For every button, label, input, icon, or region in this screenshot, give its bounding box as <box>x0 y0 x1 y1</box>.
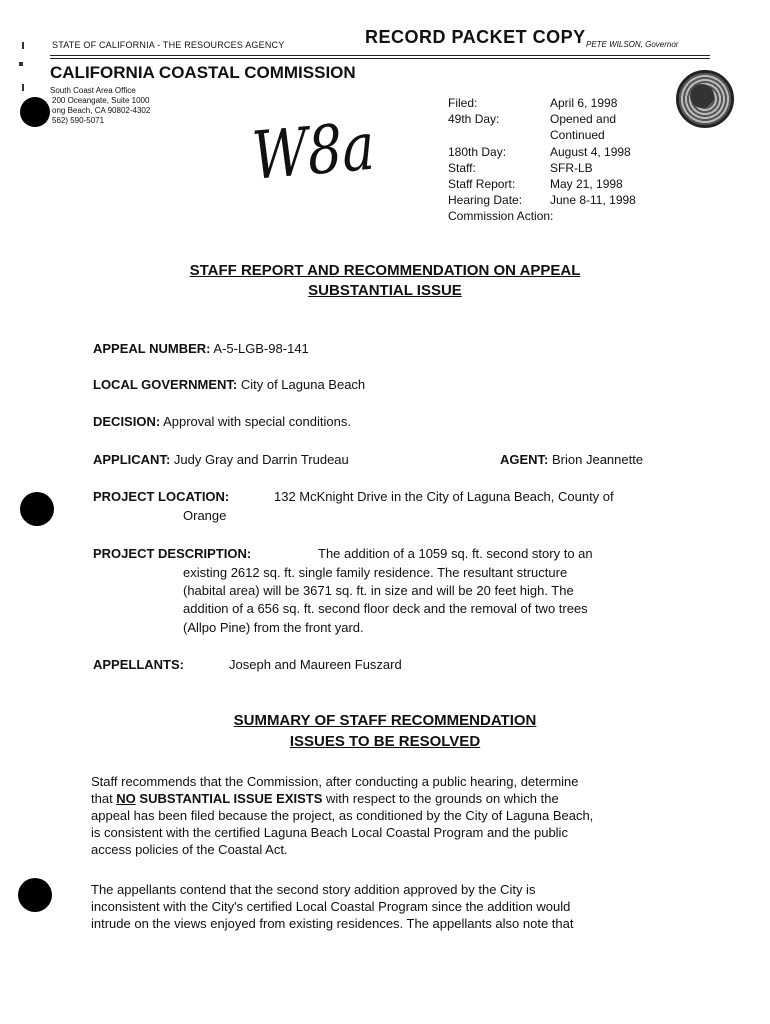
filing-value: SFR-LB <box>550 161 593 175</box>
filing-label: 49th Day: <box>448 112 500 126</box>
description-line: addition of a 656 sq. ft. second floor deck and the removal of two trees <box>183 601 588 616</box>
project-location-value-cont: Orange <box>183 508 227 523</box>
field-label: DECISION: <box>93 414 161 429</box>
filing-label: Staff Report: <box>448 177 516 191</box>
filing-value: May 21, 1998 <box>550 177 623 191</box>
text-run: with respect to the grounds on which the <box>322 791 559 806</box>
field-value: A-5-LGB-98-141 <box>213 341 309 356</box>
field-label: PROJECT LOCATION: <box>93 489 230 504</box>
field-value: Approval with special conditions. <box>163 414 351 429</box>
field-label: LOCAL GOVERNMENT: <box>93 377 238 392</box>
record-packet-stamp: RECORD PACKET COPY <box>365 27 586 47</box>
punch-hole <box>20 97 50 127</box>
filing-label: Filed: <box>448 96 478 110</box>
header-rule <box>50 55 710 56</box>
field-label: APPELLANTS: <box>93 657 184 672</box>
decision-field <box>93 413 351 430</box>
summary-heading: SUMMARY OF STAFF RECOMMENDATION <box>233 712 537 729</box>
filing-value: April 6, 1998 <box>550 96 618 110</box>
filing-value: Continued <box>550 128 605 142</box>
report-subtitle: SUBSTANTIAL ISSUE <box>308 282 462 299</box>
office-line: 200 Oceangate, Suite 1000 <box>52 96 150 105</box>
project-description-label <box>93 545 251 562</box>
paragraph-line: appeal has been filed because the project, as conditioned by the City of Laguna Beach, <box>91 808 594 823</box>
emphasis-finding: SUBSTANTIAL ISSUE EXISTS <box>135 791 323 806</box>
handwritten-agenda-number: W8a <box>250 107 377 195</box>
paragraph-line: inconsistent with the City's certified Local Coastal Program since the addition would <box>91 899 571 914</box>
description-line: existing 2612 sq. ft. single family residence. The resultant structure <box>183 565 568 580</box>
text-run: that <box>91 791 117 806</box>
field-value: Judy Gray and Darrin Trudeau <box>173 452 349 467</box>
project-location-value: 132 McKnight Drive in the City of Laguna Beach, County of <box>274 489 614 504</box>
paragraph-line: access policies of the Coastal Act. <box>91 842 288 857</box>
local-government-field <box>93 376 365 393</box>
state-seal-icon <box>676 70 734 128</box>
paragraph-line: The appellants contend that the second story addition approved by the City is <box>91 882 536 897</box>
office-line: South Coast Area Office <box>50 86 136 95</box>
margin-mark <box>19 62 23 66</box>
field-value: Brion Jeannette <box>552 452 644 467</box>
punch-hole <box>18 878 52 912</box>
governor-name: PETE WILSON, Governor <box>586 40 679 49</box>
filing-value: Opened and <box>550 112 617 126</box>
filing-label: Staff: <box>448 161 476 175</box>
appellants-label <box>93 656 184 673</box>
paragraph-line: intrude on the views enjoyed from existing residences. The appellants also note that <box>91 916 574 931</box>
agent-field <box>500 451 643 468</box>
paragraph-line: is consistent with the certified Laguna Beach Local Coastal Program and the public <box>91 825 568 840</box>
field-label: APPLICANT: <box>93 452 171 467</box>
report-title: STAFF REPORT AND RECOMMENDATION ON APPEAL <box>189 262 581 279</box>
filing-value: August 4, 1998 <box>550 145 631 159</box>
filing-label: Commission Action: <box>448 209 554 223</box>
applicant-field <box>93 451 349 468</box>
paragraph-line <box>91 791 689 807</box>
field-label: APPEAL NUMBER: <box>93 341 211 356</box>
emphasis-no: NO <box>116 791 136 806</box>
margin-mark <box>22 42 24 49</box>
filing-value: June 8-11, 1998 <box>550 193 636 207</box>
appeal-number-field <box>93 340 309 357</box>
field-label: PROJECT DESCRIPTION: <box>93 546 252 561</box>
field-label: AGENT: <box>500 452 549 467</box>
project-location-label <box>93 488 229 505</box>
filing-label: Hearing Date: <box>448 193 523 207</box>
description-line: (habital area) will be 3671 sq. ft. in size and will be 20 feet high. The <box>183 583 574 598</box>
punch-hole <box>20 492 54 526</box>
office-line: ong Beach, CA 90802-4302 <box>52 106 151 115</box>
commission-title: CALIFORNIA COASTAL COMMISSION <box>50 63 356 82</box>
summary-subheading: ISSUES TO BE RESOLVED <box>289 733 481 750</box>
appellants-value: Joseph and Maureen Fuszard <box>229 657 402 672</box>
office-line: 562) 590-5071 <box>52 116 105 125</box>
description-line: The addition of a 1059 sq. ft. second story to an <box>318 546 593 561</box>
margin-mark <box>22 84 24 91</box>
paragraph-line: Staff recommends that the Commission, after conducting a public hearing, determine <box>91 774 579 789</box>
field-value: City of Laguna Beach <box>240 377 366 392</box>
agency-name: STATE OF CALIFORNIA - THE RESOURCES AGENCY <box>52 40 285 50</box>
description-line: (Allpo Pine) from the front yard. <box>183 620 364 635</box>
header-rule-2 <box>50 58 710 59</box>
filing-label: 180th Day: <box>448 145 507 159</box>
